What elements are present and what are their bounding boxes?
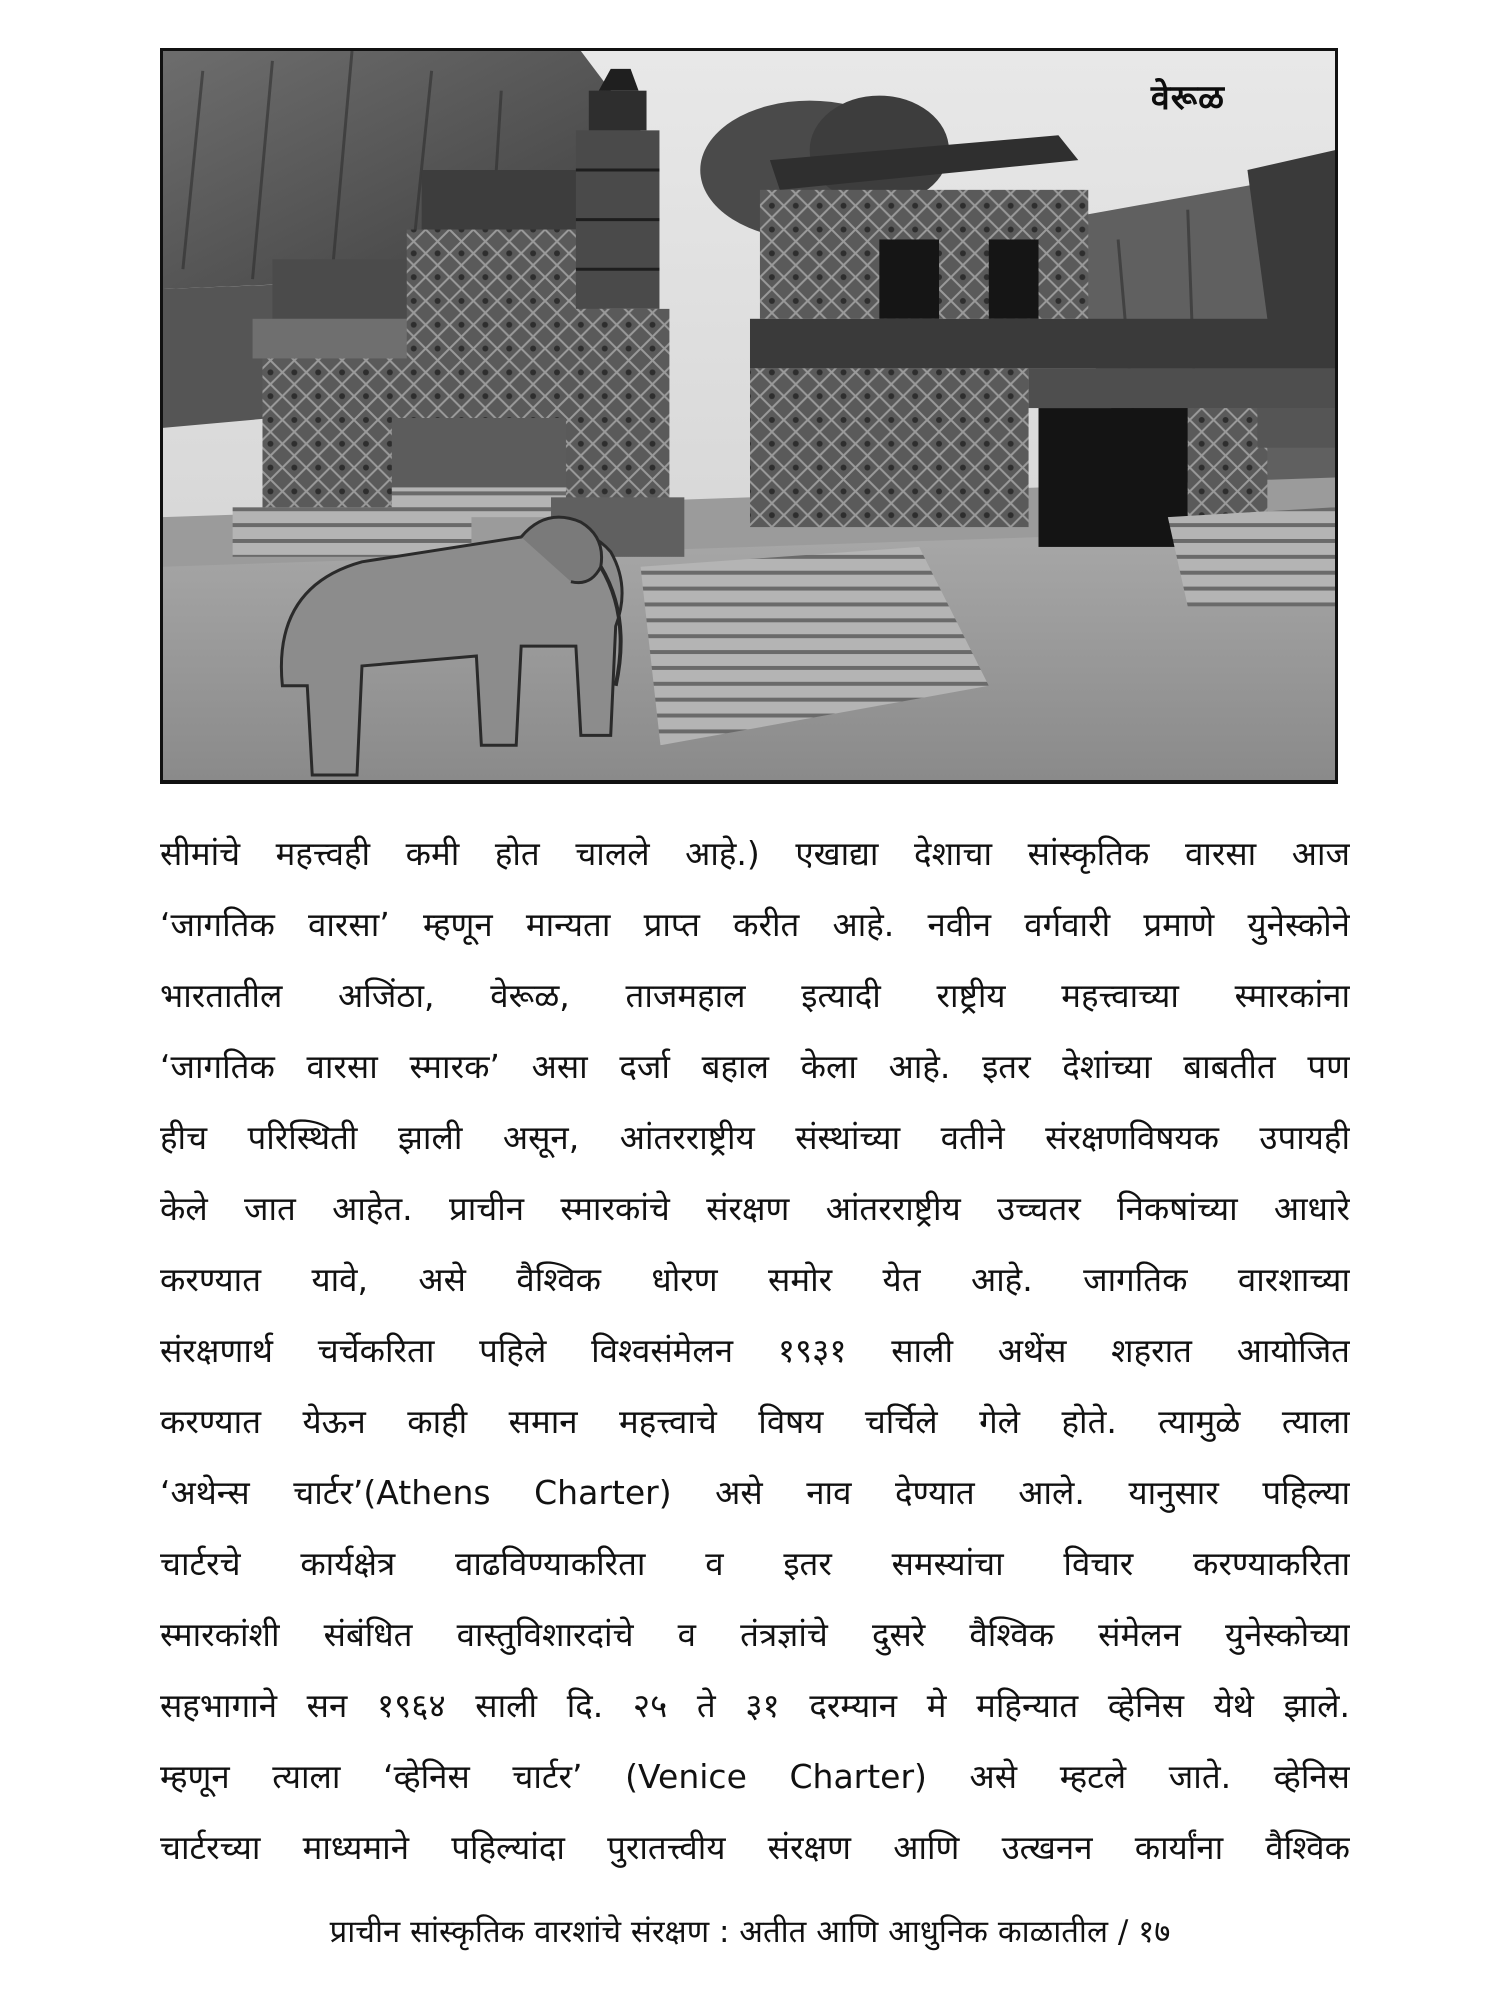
text-line: सीमांचे महत्त्वही कमी होत चालले आहे.) एखाद्या देशाचा सांस्कृतिक वारसा आज: [160, 834, 1350, 873]
text-line: सहभागाने सन १९६४ साली दि. २५ ते ३१ दरम्यान मे महिन्यात व्हेनिस येथे झाले.: [160, 1686, 1350, 1725]
temple-illustration: [163, 51, 1335, 781]
text-line: चार्टरच्या माध्यमाने पहिल्यांदा पुरातत्त्वीय संरक्षण आणि उत्खनन कार्यांना वैश्विक: [160, 1828, 1350, 1867]
page-footer: प्राचीन सांस्कृतिक वारशांचे संरक्षण : अतीत आणि आधुनिक काळातील / १७: [329, 1914, 1171, 1950]
text-line: ‘अथेन्स चार्टर’(Athens Charter) असे नाव देण्यात आले. यानुसार पहिल्या: [160, 1473, 1350, 1512]
text-line: ‘जागतिक वारसा’ म्हणून मान्यता प्राप्त करीत आहे. नवीन वर्गवारी प्रमाणे युनेस्कोने: [160, 905, 1350, 944]
text-line: करण्यात येऊन काही समान महत्त्वाचे विषय चर्चिले गेले होते. त्यामुळे त्याला: [160, 1402, 1350, 1441]
text-line: संरक्षणार्थ चर्चेकरिता पहिले विश्वसंमेलन १९३१ साली अथेंस शहरात आयोजित: [160, 1331, 1350, 1370]
text-line: भारतातील अजिंठा, वेरूळ, ताजमहाल इत्यादी राष्ट्रीय महत्त्वाच्या स्मारकांना: [160, 976, 1350, 1015]
text-line: करण्यात यावे, असे वैश्विक धोरण समोर येत आहे. जागतिक वारशाच्या: [160, 1260, 1350, 1299]
photo-caption: वेरूळ: [1150, 78, 1225, 118]
text-line: हीच परिस्थिती झाली असून, आंतरराष्ट्रीय संस्थांच्या वतीने संरक्षणविषयक उपायही: [160, 1118, 1350, 1157]
temple-photograph: [160, 48, 1338, 784]
text-line: केले जात आहेत. प्राचीन स्मारकांचे संरक्षण आंतरराष्ट्रीय उच्चतर निकषांच्या आधारे: [160, 1189, 1350, 1228]
text-line: स्मारकांशी संबंधित वास्तुविशारदांचे व तंत्रज्ञांचे दुसरे वैश्विक संमेलन युनेस्कोच्या: [160, 1615, 1350, 1654]
text-line: चार्टरचे कार्यक्षेत्र वाढविण्याकरिता व इतर समस्यांचा विचार करण्याकरिता: [160, 1544, 1350, 1583]
body-paragraph: [160, 818, 1350, 1883]
text-line: म्हणून त्याला ‘व्हेनिस चार्टर’ (Venice Charter) असे म्हटले जाते. व्हेनिस: [160, 1757, 1350, 1796]
text-line: ‘जागतिक वारसा स्मारक’ असा दर्जा बहाल केला आहे. इतर देशांच्या बाबतीत पण: [160, 1047, 1350, 1086]
